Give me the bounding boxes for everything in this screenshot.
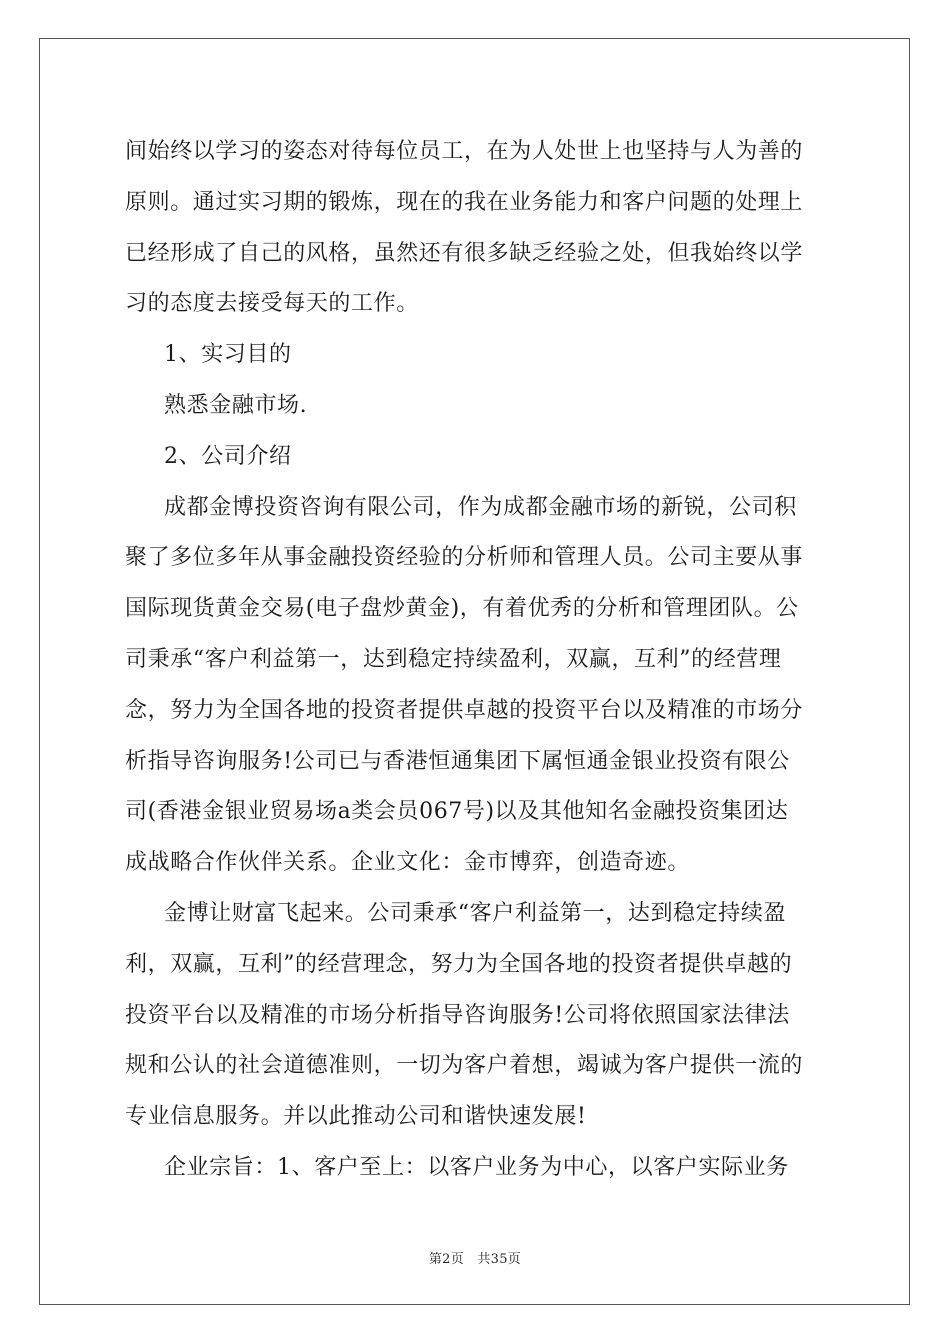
body-line: 国际现货黄金交易(电子盘炒黄金)，有着优秀的分析和管理团队。公 (125, 596, 799, 622)
body-line: 聚了多位多年从事金融投资经验的分析师和管理人员。公司主要从事 (125, 545, 804, 571)
body-line: 投资平台以及精准的市场分析指导咨询服务!公司将依照国家法律法 (125, 1002, 790, 1028)
body-line: 规和公认的社会道德准则，一切为客户着想，竭诚为客户提供一流的 (125, 1053, 804, 1079)
body-line: 企业宗旨：1、客户至上：以客户业务为中心，以客户实际业务 (164, 1154, 789, 1180)
body-line: 习的态度去接受每天的工作。 (125, 291, 419, 317)
page-total: 共35页 (477, 1252, 522, 1267)
body-line: 利，双赢，互利”的经营理念，努力为全国各地的投资者提供卓越的 (125, 951, 793, 977)
body-line: 原则。通过实习期的锻炼，现在的我在业务能力和客户问题的处理上 (125, 189, 804, 215)
body-line: 司(香港金银业贸易场a类会员067号)以及其他知名金融投资集团达 (125, 799, 789, 825)
body-line: 念，努力为全国各地的投资者提供卓越的投资平台以及精准的市场分 (125, 697, 804, 723)
body-line: 成都金博投资咨询有限公司，作为成都金融市场的新锐，公司积 (164, 494, 797, 520)
body-line: 司秉承“客户利益第一，达到稳定持续盈利，双赢，互利”的经营理 (125, 646, 782, 672)
body-line: 专业信息服务。并以此推动公司和谐快速发展! (125, 1104, 587, 1130)
body-line: 析指导咨询服务!公司已与香港恒通集团下属恒通金银业投资有限公 (125, 748, 790, 774)
page-footer (0, 1248, 950, 1267)
document-body (125, 127, 830, 1194)
section-heading: 2、公司介绍 (164, 443, 292, 469)
body-line: 金博让财富飞起来。公司秉承“客户利益第一，达到稳定持续盈 (164, 900, 787, 926)
body-line: 已经形成了自己的风格，虽然还有很多缺乏经验之处，但我始终以学 (125, 240, 804, 266)
body-line: 熟悉金融市场. (164, 392, 308, 418)
body-line: 间始终以学习的姿态对待每位员工，在为人处世上也坚持与人为善的 (125, 139, 804, 164)
body-line: 成战略合作伙伴关系。企业文化：金市博弈，创造奇迹。 (125, 850, 691, 876)
page-number: 第2页 (428, 1252, 465, 1267)
section-heading: 1、实习目的 (164, 342, 292, 368)
